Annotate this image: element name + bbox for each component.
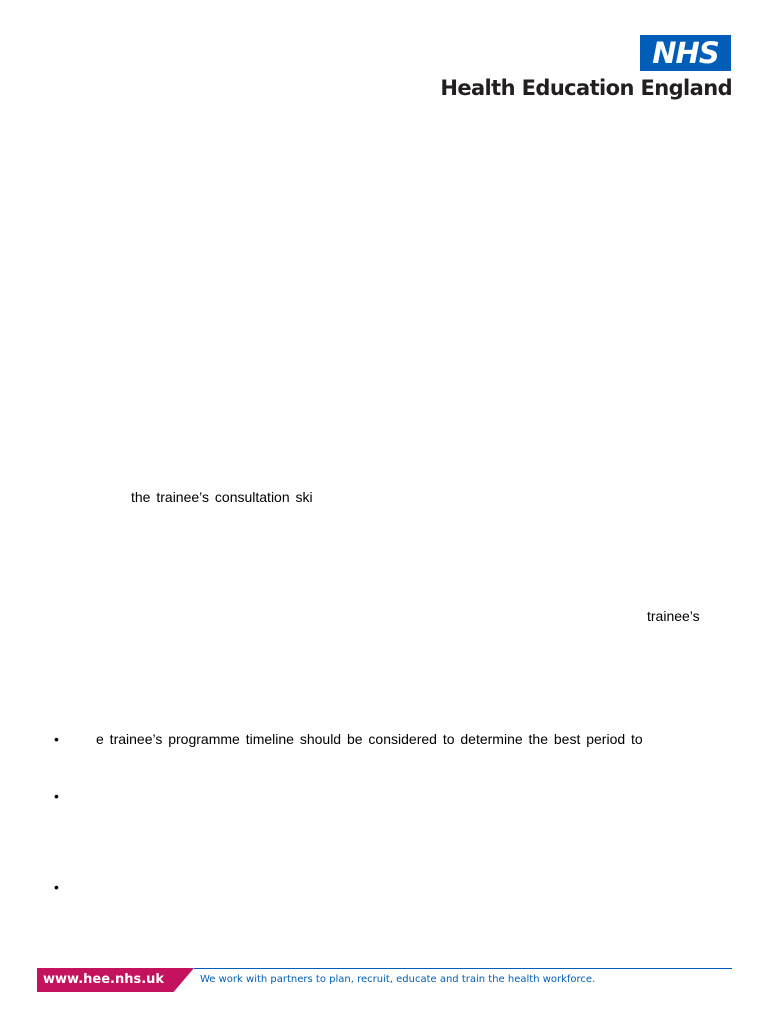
bullet-point: • [54, 788, 59, 804]
footer-tagline: We work with partners to plan, recruit, educate and train the health workforce. [200, 974, 596, 985]
footer-url-link[interactable]: www.hee.nhs.uk [43, 972, 165, 987]
bullet-point: • [54, 879, 59, 895]
footer-divider [194, 968, 732, 969]
bullet-text: e trainee’s programme timeline should be considered to determine the best period to [96, 731, 643, 747]
org-name: Health Education England [440, 76, 732, 100]
body-text-fragment: trainee’s [647, 608, 700, 624]
bullet-point: • [54, 731, 59, 747]
nhs-logo: NHS [640, 35, 731, 71]
body-text-fragment: the trainee’s consultation ski [131, 489, 313, 505]
